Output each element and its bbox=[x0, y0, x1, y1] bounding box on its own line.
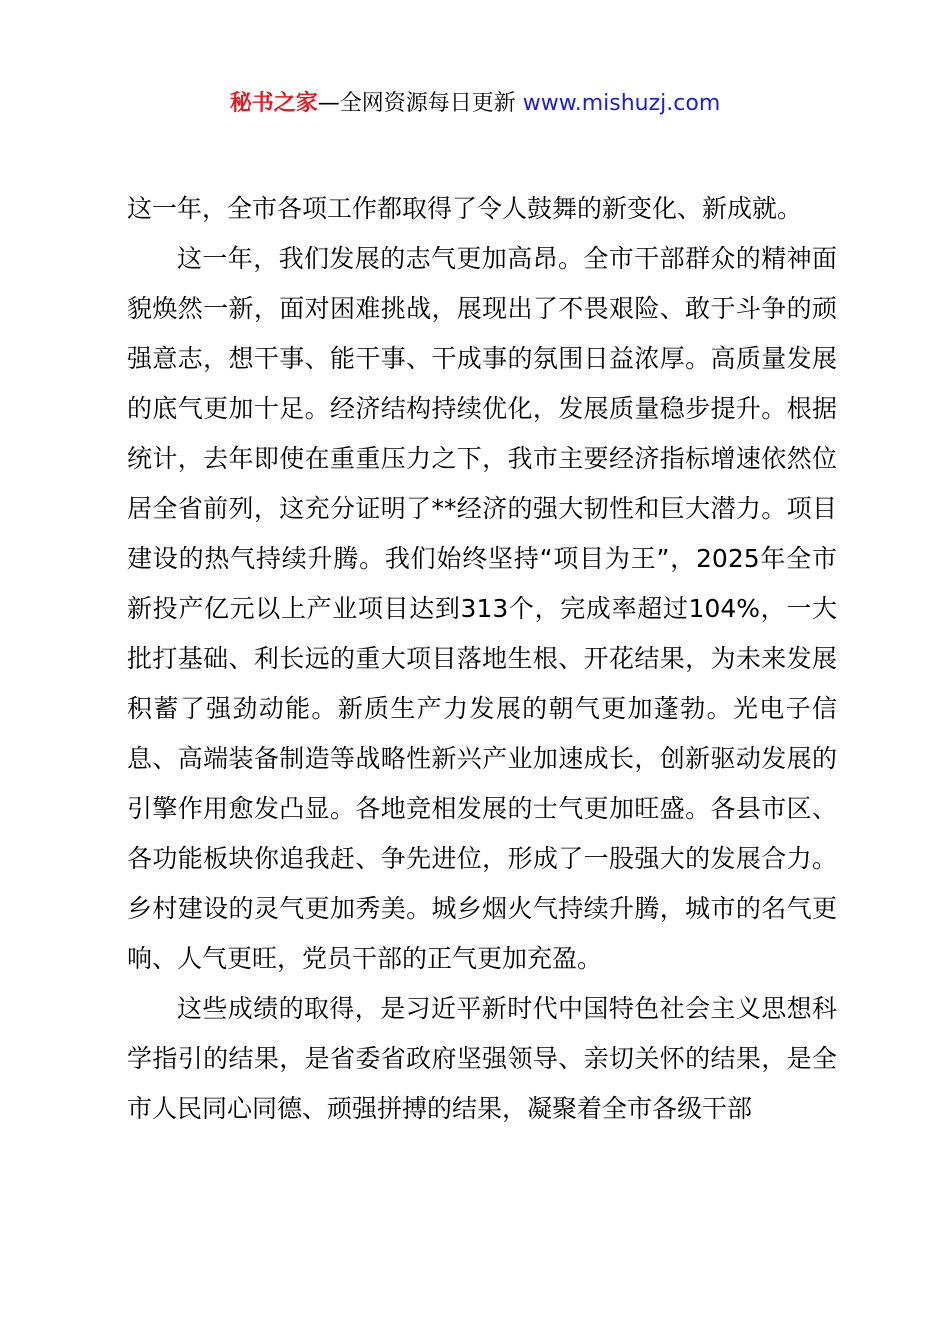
document-body bbox=[127, 184, 837, 1134]
paragraph-reasons: 这些成绩的取得，是习近平新时代中国特色社会主义思想科学指引的结果，是省委省政府坚强领导、亲切关怀的结果，是全市人民同心同德、顽强拼搏的结果，凝聚着全市各级干部 bbox=[127, 994, 837, 1123]
site-url-link[interactable]: www.mishuzj.com bbox=[522, 91, 721, 116]
site-brand: 秘书之家 bbox=[229, 91, 318, 116]
site-tagline: —全网资源每日更新 bbox=[317, 91, 516, 116]
paragraph-continuation: 这一年，全市各项工作都取得了令人鼓舞的新变化、新成就。 bbox=[127, 194, 803, 223]
paragraph-achievements: 这一年，我们发展的志气更加高昂。全市干部群众的精神面貌焕然一新，面对困难挑战，展现出了不畏艰险、敢于斗争的顽强意志，想干事、能干事、干成事的氛围日益浓厚。高质量发展的底气更加十足。经济结构持续优化，发展质量稳步提升。根据统计，去年即使在重重压力之下，我市主要经济指标增速依然位居全省前列，这充分证明了**经济的强大韧性和巨大潜力。项目建设的热气持续升腾。我们始终坚持“项目为王”，2025年全市新投产亿元以上产业项目达到313个，完成率超过104%，一大批打基础、利长远的重大项目落地生根、开花结果，为未来发展积蓄了强劲动能。新质生产力发展的朝气更加蓬勃。光电子信息、高端装备制造等战略性新兴产业加速成长，创新驱动发展的引擎作用愈发凸显。各地竞相发展的士气更加旺盛。各县市区、各功能板块你追我赶、争先进位，形成了一股强大的发展合力。乡村建设的灵气更加秀美。城乡烟火气持续升腾，城市的名气更响、人气更旺，党员干部的正气更加充盈。 bbox=[127, 244, 837, 973]
page-header bbox=[0, 88, 950, 120]
